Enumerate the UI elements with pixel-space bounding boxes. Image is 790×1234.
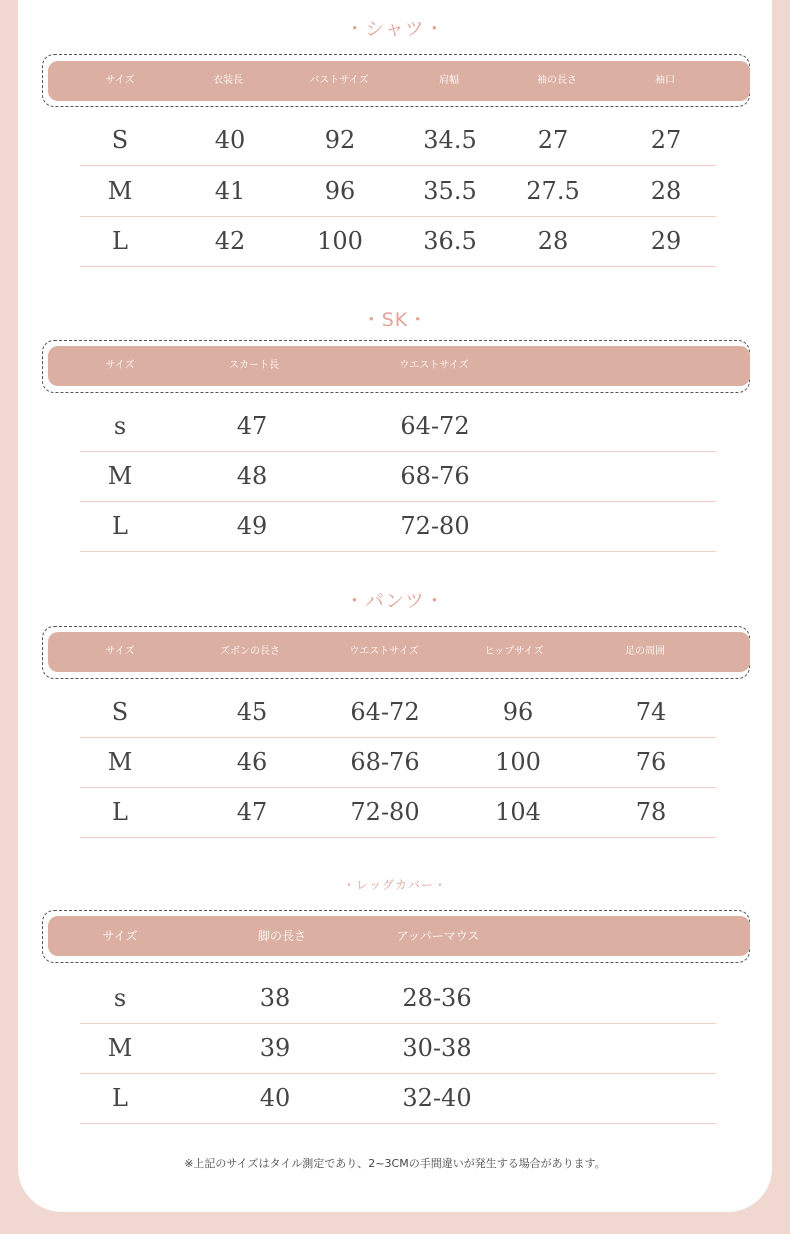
value-cell: 28-36: [402, 984, 472, 1012]
sk-section-title: ・SK・: [361, 309, 429, 331]
table-row: [80, 1023, 716, 1074]
header-cell: 衣装長: [213, 75, 243, 86]
value-cell: 28: [650, 177, 682, 205]
value-cell: 27: [537, 126, 569, 154]
value-cell: 38: [259, 984, 291, 1012]
value-cell: 46: [236, 748, 268, 776]
header-cell: サイズ: [105, 646, 135, 657]
footnote: ※上記のサイズはタイル測定であり、2~3CMの手間違いが発生する場合があります。: [184, 1157, 606, 1170]
size-cell: M: [107, 748, 133, 776]
pants-header-bar: [48, 632, 750, 672]
value-cell: 47: [236, 412, 268, 440]
value-cell: 41: [214, 177, 246, 205]
value-cell: 40: [259, 1084, 291, 1112]
header-cell: バストサイズ: [309, 75, 369, 86]
table-row: [80, 216, 716, 267]
shirt-header-bar: [48, 61, 750, 101]
value-cell: 72-80: [400, 512, 470, 540]
table-row: [80, 166, 716, 217]
value-cell: 29: [650, 227, 682, 255]
value-cell: 100: [317, 227, 363, 255]
sk-header-bar: [48, 346, 750, 386]
table-row: [80, 737, 716, 788]
value-cell: 78: [635, 798, 667, 826]
header-cell: 脚の長さ: [257, 929, 307, 943]
header-cell: ズボンの長さ: [220, 646, 280, 657]
header-cell: スカート長: [229, 360, 279, 371]
size-cell: L: [112, 512, 128, 540]
value-cell: 40: [214, 126, 246, 154]
value-cell: 34.5: [423, 126, 477, 154]
table-row: [80, 973, 716, 1024]
size-cell: L: [112, 227, 128, 255]
leg-section-title: ・レッグカバー・: [343, 878, 447, 892]
value-cell: 27: [650, 126, 682, 154]
table-row: [80, 115, 716, 166]
header-cell: サイズ: [105, 75, 135, 86]
header-cell: 袖口: [655, 75, 675, 86]
value-cell: 64-72: [400, 412, 470, 440]
value-cell: 47: [236, 798, 268, 826]
header-cell: サイズ: [102, 929, 138, 943]
table-row: [80, 451, 716, 502]
shirt-section-title: ・シャツ・: [345, 18, 445, 40]
table-row: [80, 787, 716, 838]
value-cell: 39: [259, 1034, 291, 1062]
header-cell: ウエストサイズ: [399, 360, 469, 371]
header-cell: アッパーマウス: [396, 929, 480, 943]
value-cell: 45: [236, 698, 268, 726]
value-cell: 92: [324, 126, 356, 154]
value-cell: 96: [502, 698, 534, 726]
pants-section-title: ・パンツ・: [344, 590, 445, 612]
value-cell: 96: [324, 177, 356, 205]
value-cell: 68-76: [350, 748, 420, 776]
size-cell: M: [107, 177, 133, 205]
value-cell: 32-40: [402, 1084, 472, 1112]
size-cell: S: [111, 698, 129, 726]
value-cell: 74: [635, 698, 667, 726]
value-cell: 76: [635, 748, 667, 776]
header-cell: サイズ: [105, 360, 135, 371]
size-cell: S: [111, 126, 129, 154]
table-row: [80, 501, 716, 552]
value-cell: 35.5: [423, 177, 477, 205]
value-cell: 30-38: [402, 1034, 472, 1062]
value-cell: 42: [214, 227, 246, 255]
header-cell: 肩幅: [439, 75, 459, 86]
value-cell: 28: [537, 227, 569, 255]
leg-header-bar: [48, 916, 750, 956]
value-cell: 104: [495, 798, 541, 826]
value-cell: 64-72: [350, 698, 420, 726]
table-row: [80, 401, 716, 452]
size-cell: M: [107, 462, 133, 490]
size-cell: s: [113, 412, 127, 440]
value-cell: 72-80: [350, 798, 420, 826]
value-cell: 68-76: [400, 462, 470, 490]
table-row: [80, 687, 716, 738]
value-cell: 49: [236, 512, 268, 540]
size-cell: s: [113, 984, 127, 1012]
table-row: [80, 1073, 716, 1124]
value-cell: 36.5: [423, 227, 477, 255]
value-cell: 100: [495, 748, 541, 776]
header-cell: ヒップサイズ: [484, 646, 544, 657]
header-cell: 袖の長さ: [537, 75, 577, 86]
size-cell: L: [112, 1084, 128, 1112]
size-cell: L: [112, 798, 128, 826]
header-cell: 足の周囲: [625, 646, 665, 657]
value-cell: 48: [236, 462, 268, 490]
value-cell: 27.5: [526, 177, 580, 205]
header-cell: ウエストサイズ: [349, 646, 419, 657]
size-cell: M: [107, 1034, 133, 1062]
